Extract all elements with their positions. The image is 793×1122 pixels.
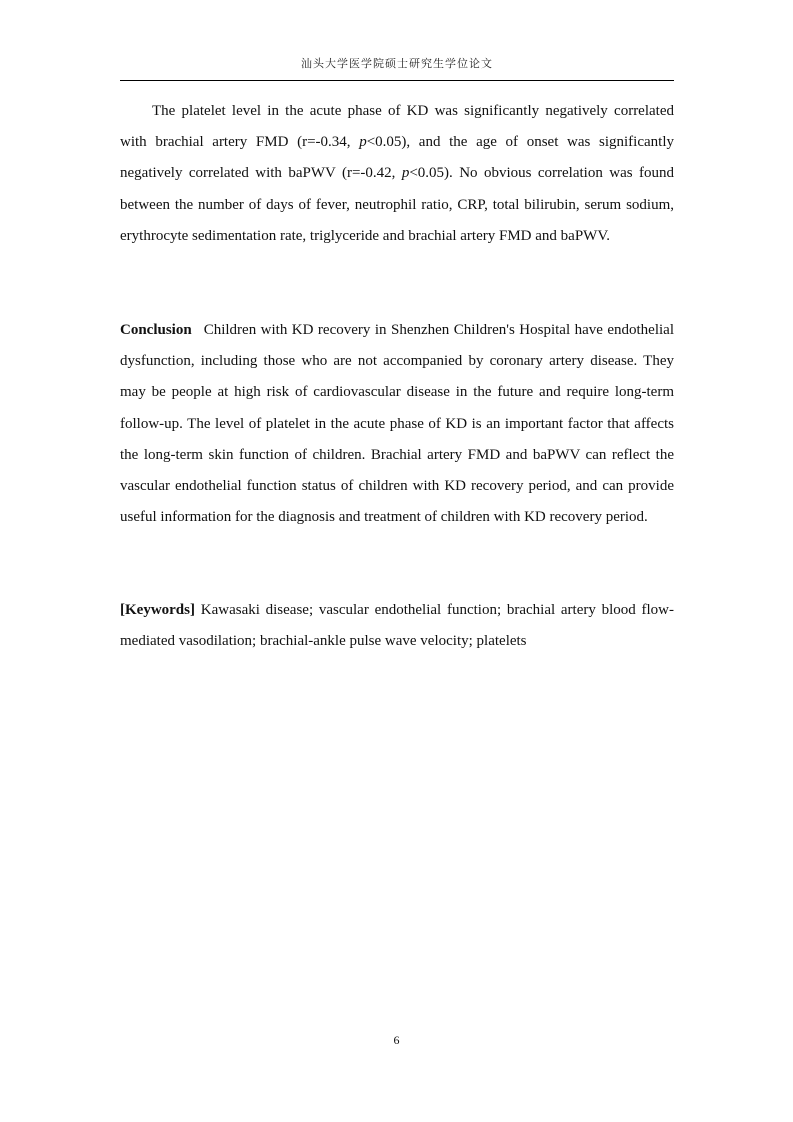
page-number: 6 [393,1033,400,1047]
keywords-paragraph [120,595,674,657]
keywords-text: Kawasaki disease; vascular endothelial function; brachial artery blood flow-mediated vasodilation; brachial-ankle pulse wave velocity; platelets [120,602,674,650]
header-rule [120,80,674,81]
results-paragraph-text [120,96,674,252]
conclusion-text: Children with KD recovery in Shenzhen Children's Hospital have endothelial dysfunction, including those who are not accompanied by coronary artery disease. They may be people at high risk of cardiovascular disease in the future and require long-term follow-up. The level of platelet in the acute phase of KD is an important factor that affects the long-term skin function of children. Brachial artery FMD and baPWV can reflect the vascular endothelial function status of children with KD recovery period, and can provide useful information for the diagnosis and treatment of children with KD recovery period. [120,322,674,526]
results-text-part-2: <0.05), and the age of onset was significantly negatively correlated with baPWV (r=-0.42, [120,134,674,182]
p-value-symbol-1: p [359,134,367,151]
p-value-symbol-2: p [401,165,410,182]
keywords-paragraph-text [120,595,674,657]
conclusion-label: Conclusion [120,322,192,338]
running-header: 汕头大学医学院硕士研究生学位论文 [301,58,493,70]
conclusion-paragraph [120,315,674,533]
conclusion-paragraph-text [120,315,674,533]
keywords-label: [Keywords] [120,602,195,618]
results-text-part-1: The platelet level in the acute phase of KD was significantly negatively correlated with brachial artery FMD (r=-0.34, [120,103,674,151]
results-paragraph [120,96,674,252]
results-text-part-3: <0.05). No obvious correlation was found between the number of days of fever, neutrophil ratio, CRP, total bilirubin, serum sodium, erythrocyte sedimentation rate, triglyceride and brachial artery FMD and baPWV. [120,165,674,244]
